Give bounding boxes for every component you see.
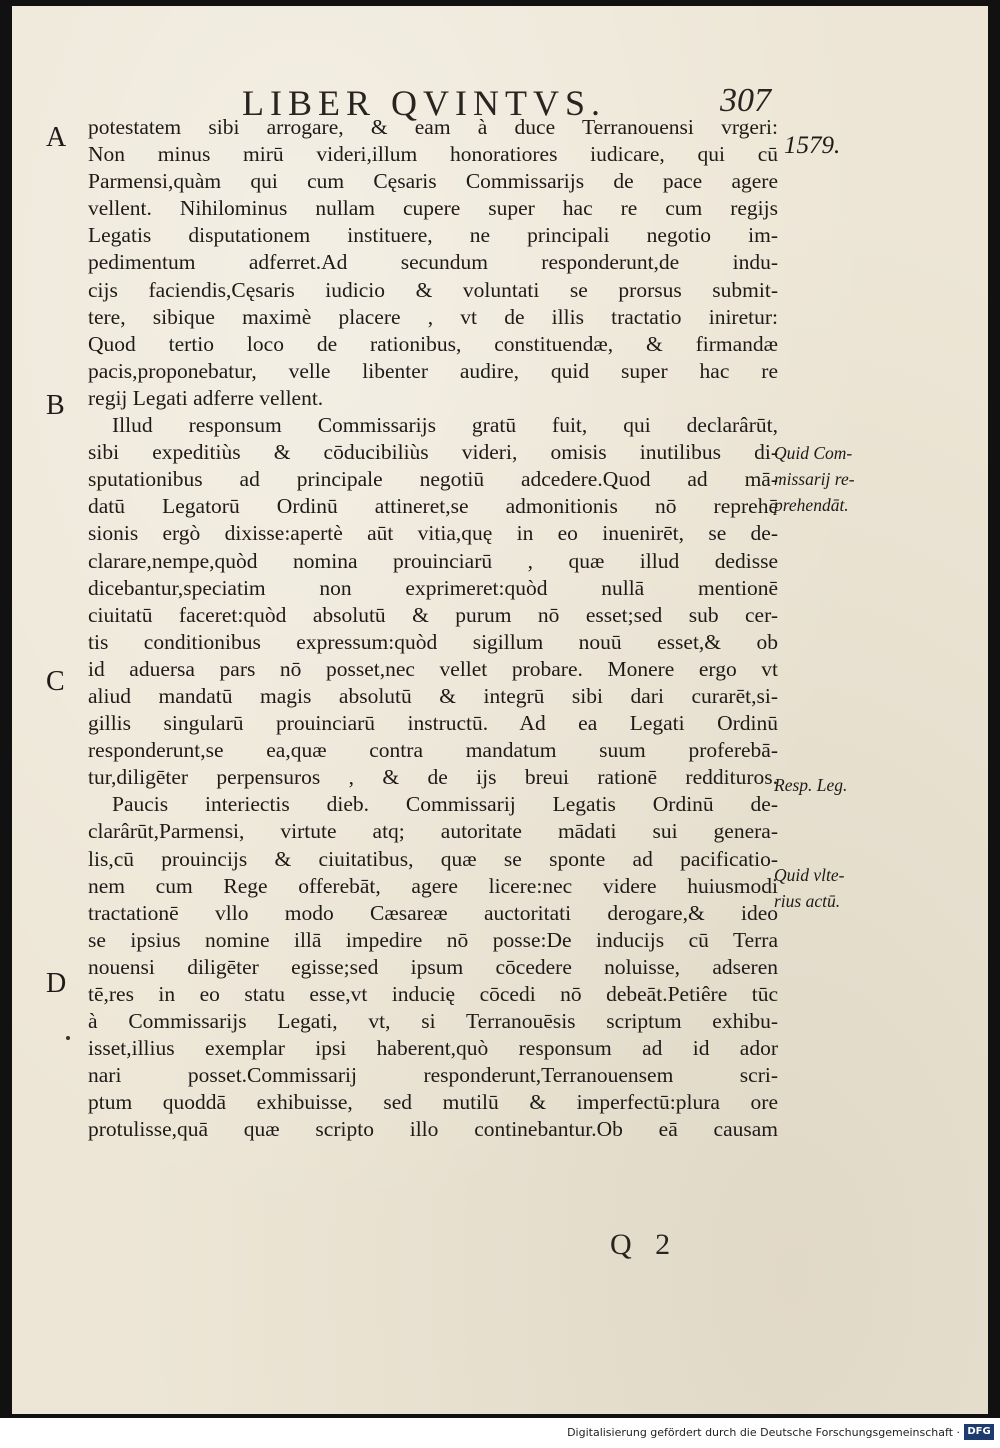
text-line: cijs faciendis,Cęsaris iudicio & voluntati se prorsus submit-: [88, 277, 778, 302]
text-line: aliud mandatū magis absolutū & integrū sibi dari curarēt,si-: [88, 683, 778, 708]
text-line: ptum quoddā exhibuisse, sed mutilū & imperfectū:plura ore: [88, 1090, 778, 1115]
text-line: vellent. Nihilominus nullam cupere super hac re cum regijs: [88, 196, 778, 221]
body-text: [88, 114, 778, 1144]
signature-mark: Q 2: [610, 1228, 679, 1261]
page-number: 307: [720, 82, 771, 119]
text-line: lis,cū prouincijs & ciuitatibus, quæ se sponte ad pacificatio-: [88, 846, 778, 871]
text-line: se ipsius nomine illā impedire nō posse:De inducijs cū Terra: [88, 927, 778, 952]
text-line: dicebantur,speciatim non exprimeret:quòd nullā mentionē: [88, 575, 778, 600]
text-line: potestatem sibi arrogare, & eam à duce Terranouensi vrgeri:: [88, 115, 778, 139]
text-line: Legatis disputationem instituere, ne principali negotio im-: [88, 223, 778, 248]
dfg-logo: DFG: [964, 1424, 994, 1440]
section-letter-b: B: [46, 390, 65, 421]
running-head: LIBER QVINTVS.: [242, 83, 606, 123]
section-letter-c: C: [46, 666, 65, 697]
marginal-note-vlterius: Quid vlte- rius actū.: [774, 865, 845, 911]
text-line: pacis,proponebatur, velle libenter audire, quid super hac re: [88, 358, 778, 383]
text-line: sionis ergò dixisse:apertè aūt vitia,quę in eo inuenirēt, se de-: [88, 521, 778, 546]
text-line: tur,diligēter perpensuros , & de ijs breui rationē reddituros.: [88, 765, 778, 790]
text-line: sibi expeditiùs & cōducibiliùs videri, omisis inutilibus di-: [88, 440, 778, 465]
text-line: tis conditionibus expressum:quòd sigillum nouū esset,& ob: [88, 629, 778, 654]
text-line: gillis singularū prouinciarū instructū. Ad ea Legati Ordinū: [88, 711, 778, 736]
footer-bar: [0, 1418, 1000, 1448]
book-page: [12, 6, 988, 1414]
text-line: tractationē vllo modo Cæsareæ auctoritati derogare,& ideo: [88, 900, 778, 925]
margin-year: 1579.: [784, 132, 841, 159]
section-letter-d: D: [46, 968, 67, 999]
text-line: Non minus mirū videri,illum honoratiores iudicare, qui cū: [88, 142, 778, 167]
text-line: nouensi diligēter egisse;sed ipsum cōcedere noluisse, adseren: [88, 954, 778, 979]
text-line: Parmensi,quàm qui cum Cęsaris Commissarijs de pace agere: [88, 169, 778, 194]
marginal-note-resp-leg: Resp. Leg.: [774, 775, 848, 795]
text-line: responderunt,se ea,quæ contra mandatum suum proferebā-: [88, 738, 778, 763]
text-line: à Commissarijs Legati, vt, si Terranouēsis scriptum exhibu-: [88, 1009, 778, 1034]
text-line: nari posset.Commissarij responderunt,Terranouensem scri-: [88, 1063, 778, 1088]
text-line: protulisse,quā quæ scripto illo continebantur.Ob eā causam: [88, 1117, 778, 1142]
section-letter-a: A: [46, 122, 67, 153]
marginal-note-commissarij: Quid Com- missarij re- prehendāt.: [774, 443, 855, 515]
margin-dot: [66, 1036, 70, 1040]
text-line: tē,res in eo statu esse,vt inducię cōcedi nō debeāt.Petiêre tūc: [88, 982, 778, 1006]
text-line: Paucis interiectis dieb. Commissarij Legatis Ordinū de-: [112, 792, 778, 817]
text-line: Quod tertio loco de rationibus, constituendæ, & firmandæ: [88, 331, 778, 356]
text-line: clarârūt,Parmensi, virtute atq; autoritate mādati sui genera-: [88, 819, 778, 844]
text-line: id aduersa pars nō posset,nec vellet probare. Monere ergo vt: [88, 656, 778, 681]
text-line: pedimentum adferret.Ad secundum responderunt,de indu-: [88, 250, 778, 275]
footer-credit: Digitalisierung gefördert durch die Deutsche Forschungsgemeinschaft ·: [567, 1426, 960, 1439]
text-line: isset,illius exemplar ipsi haberent,quò responsum ad id ador: [88, 1036, 778, 1061]
text-line: clarare,nempe,quòd nomina prouinciarū , quæ illud dedisse: [88, 548, 778, 573]
text-line: regij Legati adferre vellent.: [88, 385, 324, 410]
text-line: tere, sibique maximè placere , vt de illis tractatio iniretur:: [88, 304, 778, 329]
text-line: sputationibus ad principale negotiū adcedere.Quod ad mā-: [88, 467, 778, 492]
text-line: Illud responsum Commissarijs gratū fuit, qui declarârūt,: [112, 413, 778, 438]
text-line: ciuitatū faceret:quòd absolutū & purum nō esset;sed sub cer-: [88, 602, 778, 627]
text-line: nem cum Rege offerebāt, agere licere:nec videre huiusmodi: [88, 873, 778, 898]
text-line: datū Legatorū Ordinū attineret,se admonitionis nō reprehē: [88, 494, 778, 519]
